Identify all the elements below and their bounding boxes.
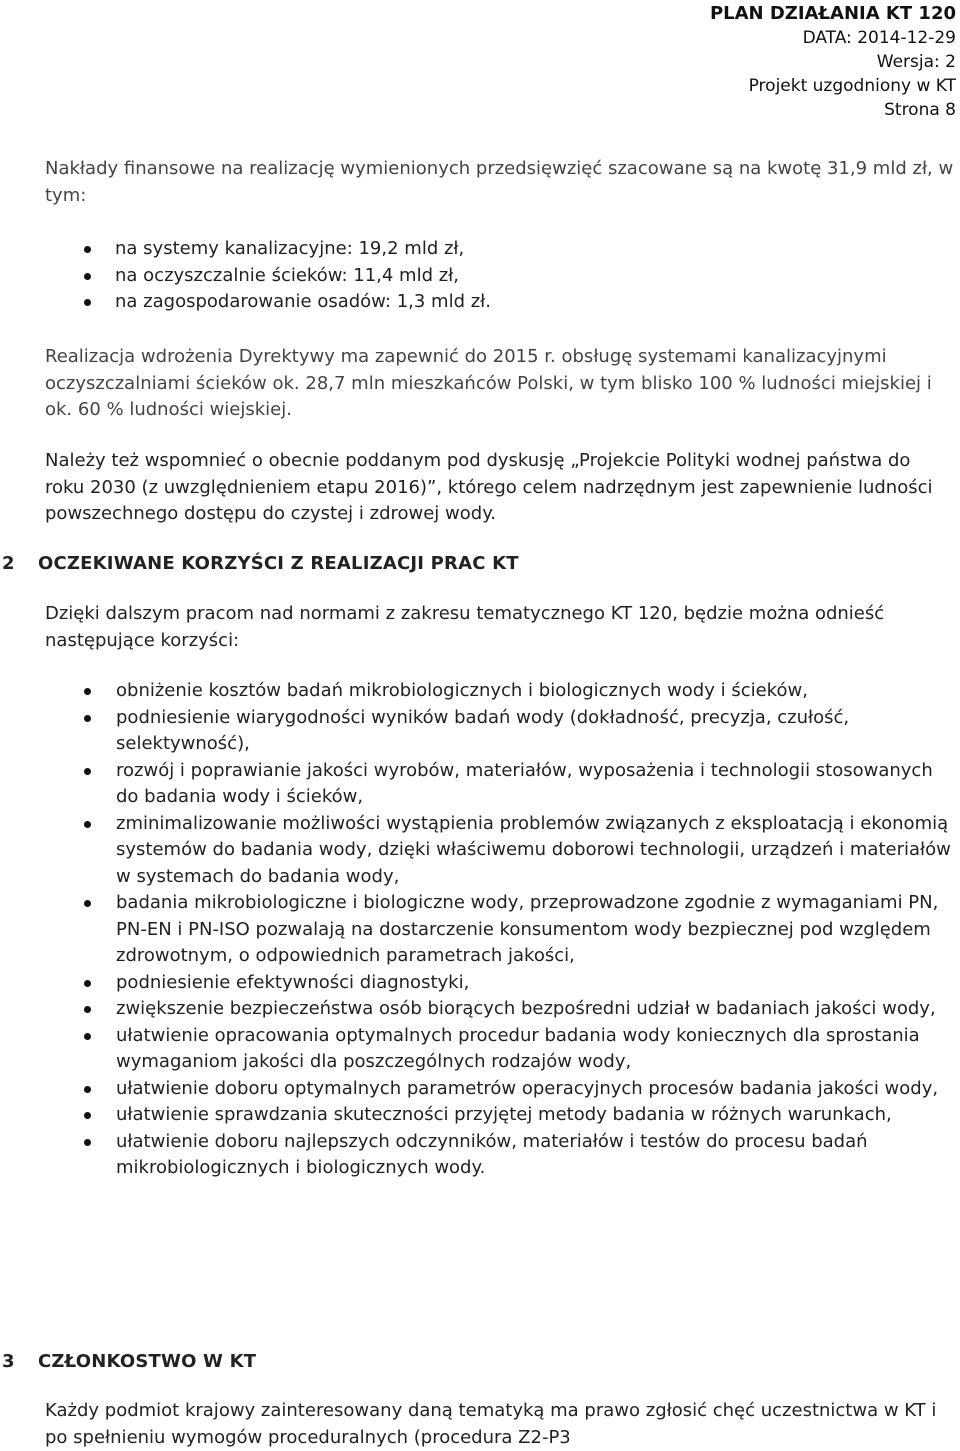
list-item: ułatwienie doboru optymalnych parametrów operacyjnych procesów badania jakości wody,	[82, 1076, 954, 1103]
document-status: Projekt uzgodniony w KT	[748, 76, 956, 96]
section-3-heading	[2, 1349, 256, 1375]
document-version: Wersja: 2	[876, 52, 956, 72]
list-item: rozwój i poprawianie jakości wyrobów, materiałów, wyposażenia i technologii stosowanych do badania wody i ścieków,	[82, 758, 954, 811]
list-item: zwiększenie bezpieczeństwa osób biorących bezpośredni udział w badaniach jakości wody,	[82, 996, 954, 1023]
list-item: badania mikrobiologiczne i biologiczne wody, przeprowadzone zgodnie z wymaganiami PN, PN-EN i PN-ISO pozwalają na dostarczenie konsumentom wody bezpiecznej pod względem zdrowotnym, o odpowiednich parametrach jakości,	[82, 890, 954, 970]
list-item: zminimalizowanie możliwości wystąpienia problemów związanych z eksploatacją i ekonomią systemów do badania wody, dzięki właściwemu doborowi technologii, urządzeń i materiałów w systemach do badania wody,	[82, 811, 954, 891]
section-2-heading	[2, 551, 519, 577]
page-number: Strona 8	[884, 100, 956, 120]
list-item: ułatwienie sprawdzania skuteczności przyjętej metody badania w różnych warunkach,	[82, 1102, 954, 1129]
list-item: ułatwienie doboru najlepszych odczynników, materiałów i testów do procesu badań mikrobiologicznych i biologicznych wody.	[82, 1129, 954, 1182]
page-header	[710, 2, 956, 122]
section-title: CZŁONKOSTWO W KT	[38, 1351, 257, 1372]
section-title: OCZEKIWANE KORZYŚCI Z REALIZACJI PRAC KT	[38, 553, 519, 574]
intro-paragraph: Nakłady finansowe na realizację wymienionych przedsięwzięć szacowane są na kwotę 31,9 mld zł, w tym:	[45, 158, 954, 206]
policy-paragraph: Należy też wspomnieć o obecnie poddanym pod dyskusję „Projekcie Polityki wodnej państwa do roku 2030 (z uwzględnieniem etapu 2016)”, którego celem nadrzędnym jest zapewnienie ludności powszechnego dostępu do czystej i zdrowej wody.	[45, 450, 933, 524]
list-item: na systemy kanalizacyjne: 19,2 mld zł,	[82, 236, 954, 263]
section-number: 3	[2, 1351, 15, 1372]
section-number: 2	[2, 553, 15, 574]
directive-paragraph: Realizacja wdrożenia Dyrektywy ma zapewnić do 2015 r. obsługę systemami kanalizacyjnymi oczyszczalniami ścieków ok. 28,7 mln mieszkańców Polski, w tym blisko 100 % ludności miejskiej i ok. 60 % ludności wiejskiej.	[45, 346, 932, 420]
plan-title: PLAN DZIAŁANIA KT 120	[709, 3, 956, 24]
membership-paragraph: Każdy podmiot krajowy zainteresowany daną tematyką ma prawo zgłosić chęć uczestnictwa w KT i po spełnieniu wymogów proceduralnych (procedura Z2-P3	[45, 1400, 937, 1448]
list-item: na zagospodarowanie osadów: 1,3 mld zł.	[82, 289, 954, 316]
cost-list	[82, 236, 954, 316]
list-item: podniesienie efektywności diagnostyki,	[82, 970, 954, 997]
list-item: ułatwienie opracowania optymalnych procedur badania wody koniecznych dla sprostania wymaganiom jakości dla poszczególnych rodzajów wody,	[82, 1023, 954, 1076]
benefits-list	[82, 678, 954, 1182]
list-item: obniżenie kosztów badań mikrobiologicznych i biologicznych wody i ścieków,	[82, 678, 954, 705]
document-date: DATA: 2014-12-29	[802, 28, 956, 48]
benefits-intro: Dzięki dalszym pracom nad normami z zakresu tematycznego KT 120, będzie można odnieść następujące korzyści:	[45, 603, 885, 651]
list-item: na oczyszczalnie ścieków: 11,4 mld zł,	[82, 263, 954, 290]
list-item: podniesienie wiarygodności wyników badań wody (dokładność, precyzja, czułość, selektywność),	[82, 705, 954, 758]
